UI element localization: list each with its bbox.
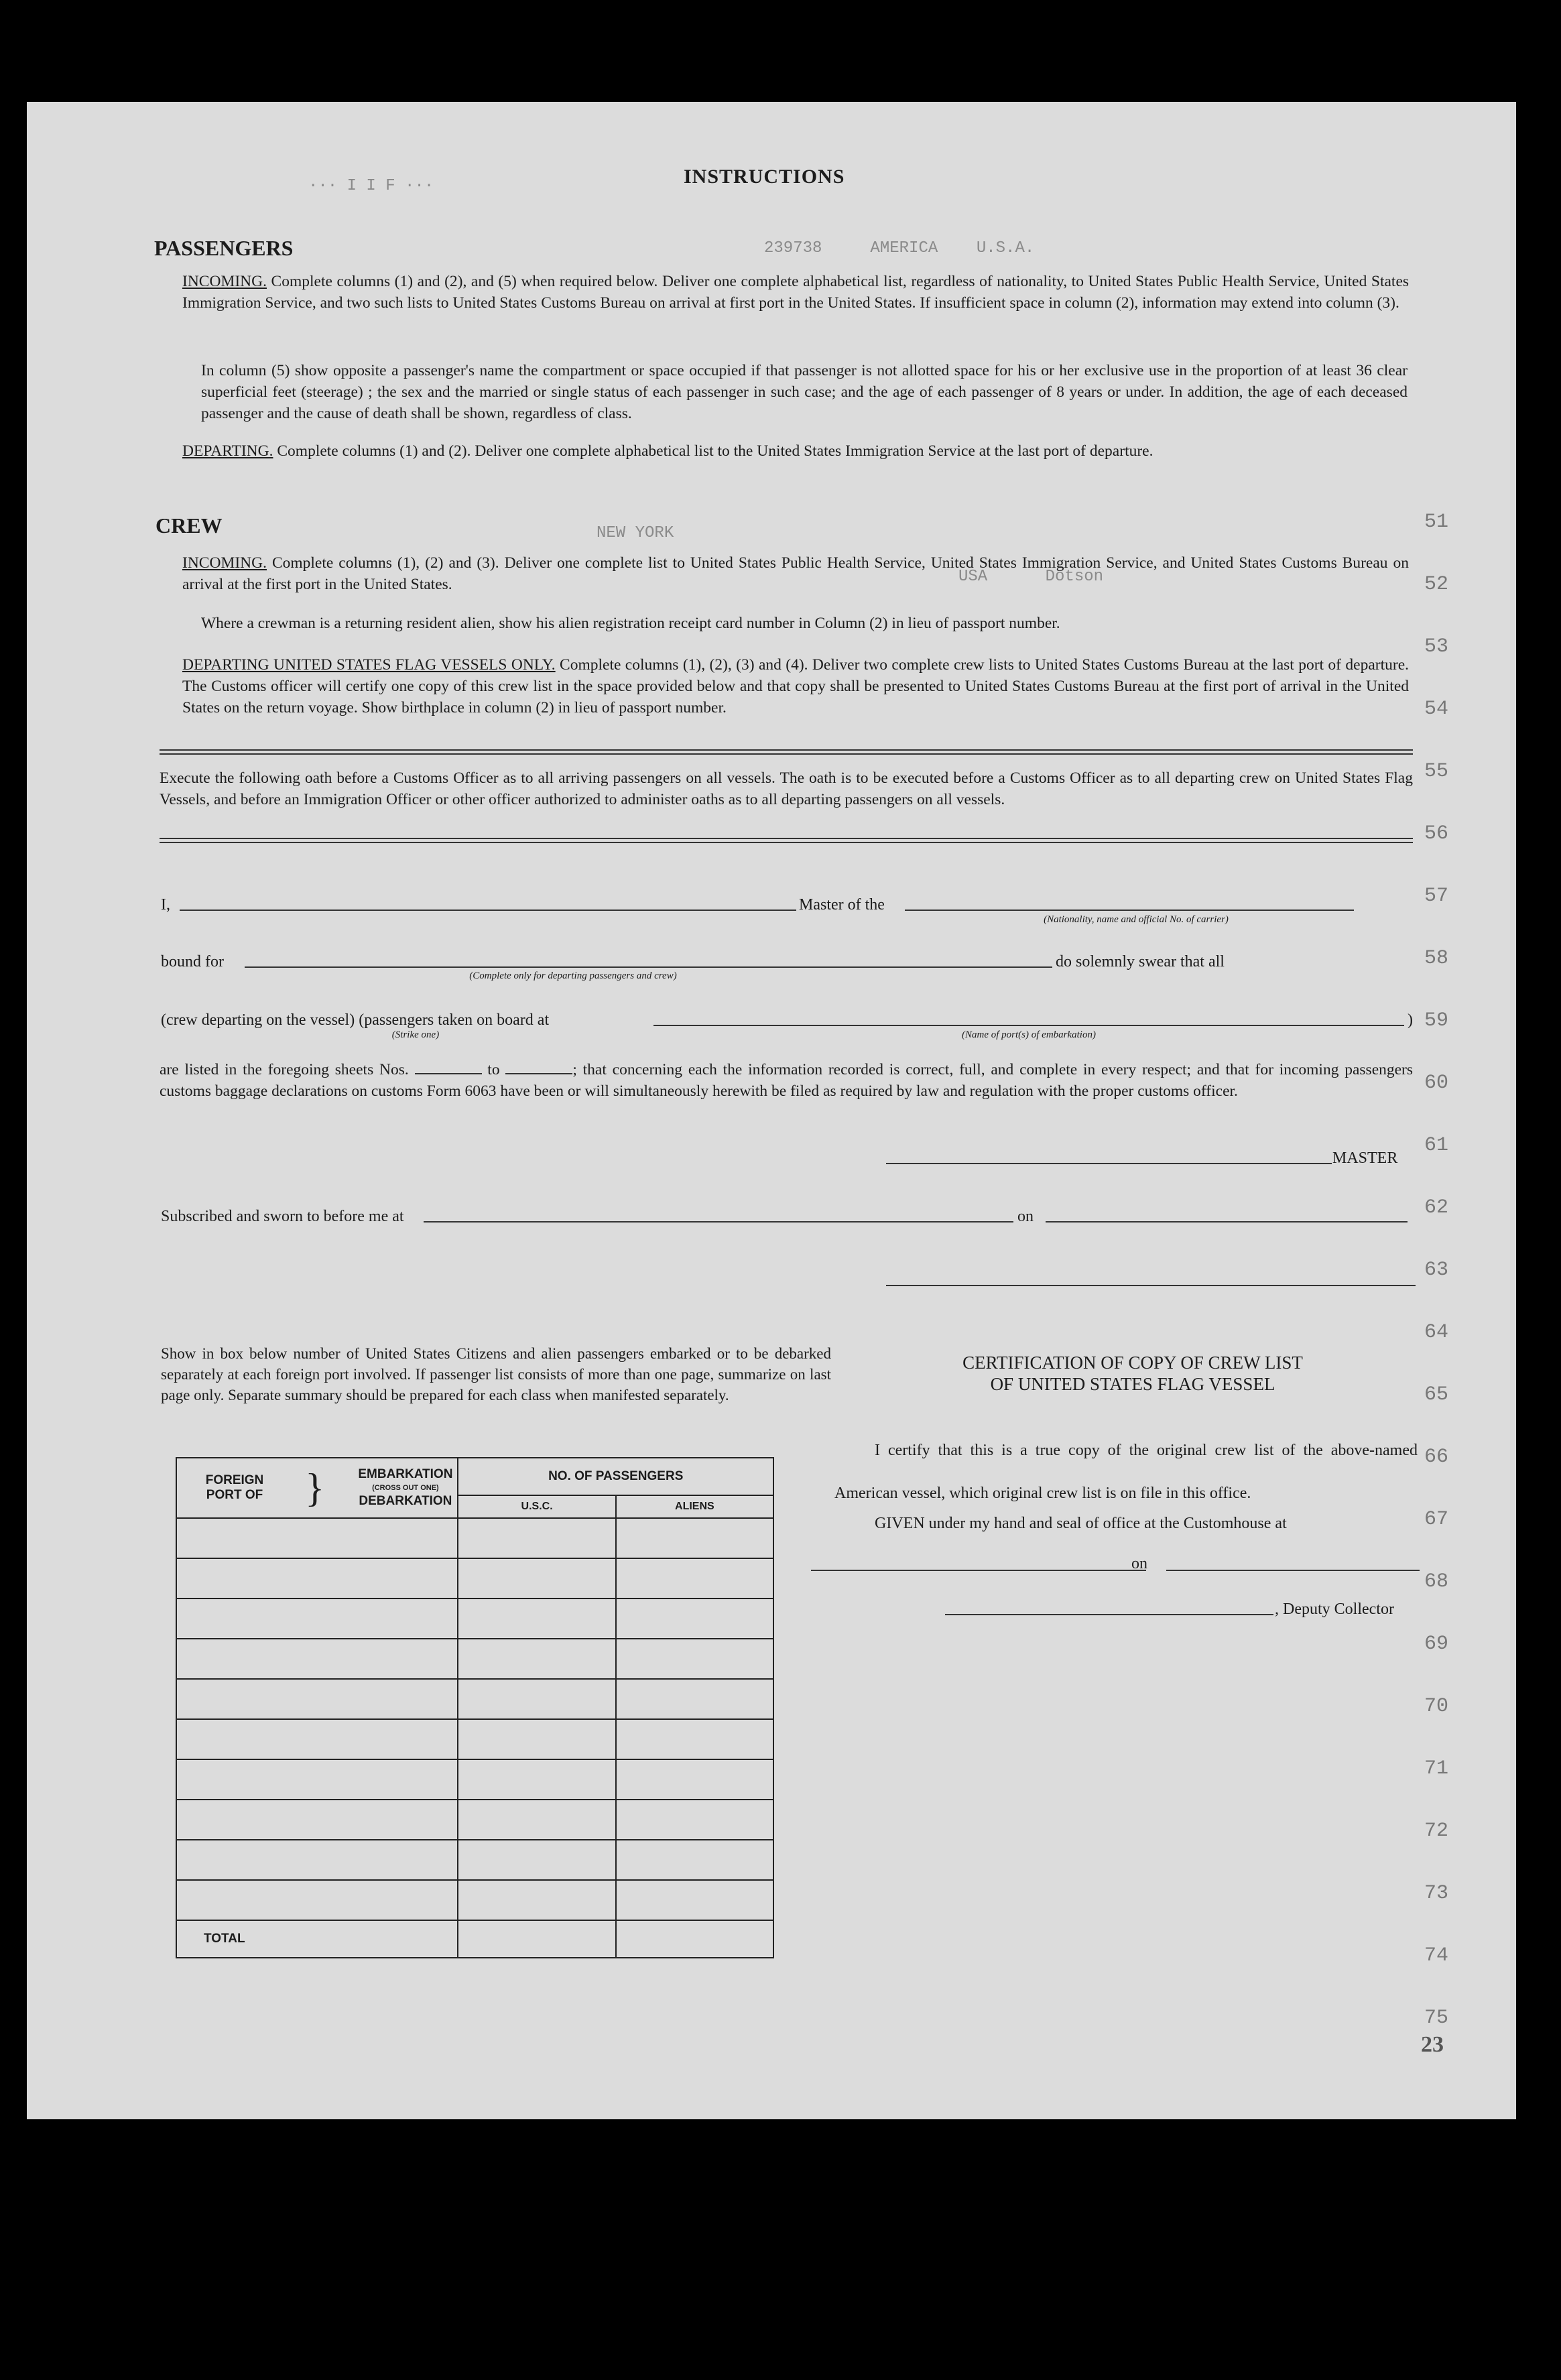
summary-row	[176, 1518, 773, 1558]
sworn-place-field[interactable]	[424, 1221, 1013, 1223]
summary-row	[176, 1880, 773, 1920]
bleed-through-row-number: 58	[1424, 947, 1449, 970]
certification-on-label: on	[1131, 1555, 1147, 1572]
bleed-through-row-number: 75	[1424, 2007, 1449, 2029]
total-aliens-cell[interactable]	[616, 1920, 773, 1958]
summary-row	[176, 1599, 773, 1639]
summary-port-cell[interactable]	[176, 1719, 458, 1759]
crew-heading: CREW	[155, 513, 223, 538]
bleed-through-text: USA Dotson	[958, 568, 1104, 586]
passengers-heading: PASSENGERS	[154, 236, 294, 260]
summary-aliens-cell[interactable]	[616, 1719, 773, 1759]
oath-i-label: I,	[161, 896, 170, 914]
summary-aliens-cell[interactable]	[616, 1518, 773, 1558]
no-of-passengers-header: NO. OF PASSENGERS	[458, 1458, 773, 1495]
passengers-column5-paragraph: In column (5) show opposite a passenger's name the compartment or space occupied if that passenger is not allotted space for his or her exclusive use in the proportion of at least 36 clear superficial feet (steerage) ; the sex and the married or single status of each passenger in such case; and the age of each passenger of 8 years or under. In addition, the age of each deceased passenger and the cause of death shall be shown, regardless of class.	[201, 362, 1408, 422]
sheet-from-field[interactable]	[415, 1073, 482, 1074]
aliens-header: ALIENS	[616, 1495, 773, 1518]
sworn-date-field[interactable]	[1046, 1221, 1408, 1223]
master-label: MASTER	[1332, 1149, 1398, 1167]
crew-passengers-text: (crew departing on the vessel) (passengers taken on board at	[161, 1011, 550, 1029]
master-name-field[interactable]	[180, 910, 796, 911]
swear-label: do solemnly swear that all	[1056, 953, 1225, 970]
crew-departing-text: Complete columns (1), (2), (3) and (4). Deliver two complete crew lists to United States Customs Bureau at the last port of departure. The Customs officer will certify one copy of this crew list in the space provided below and that copy shall be presented to United States Customs Bureau at the first port of arrival in the United States on the return voyage. Show birthplace in column (2) in lieu of passport number.	[182, 656, 1409, 716]
departing-caption: (Complete only for departing passengers and crew)	[469, 970, 677, 981]
carrier-field[interactable]	[905, 910, 1354, 911]
passengers-incoming-text: Complete columns (1) and (2), and (5) when required below. Deliver one complete alphabetical list, regardless of nationality, to United States Public Health Service, United States Immigration Service, and two such lists to United States Customs Bureau on arrival at first port in the United States. If insufficient space in column (2), information may extend into column (3).	[182, 273, 1410, 312]
bleed-through-row-number: 59	[1424, 1009, 1449, 1032]
officer-signature-field[interactable]	[886, 1285, 1416, 1286]
bleed-through-row-number: 74	[1424, 1944, 1449, 1967]
summary-port-cell[interactable]	[176, 1599, 458, 1639]
summary-aliens-cell[interactable]	[616, 1558, 773, 1599]
usc-header: U.S.C.	[458, 1495, 615, 1518]
passenger-summary-table	[176, 1457, 774, 1958]
summary-port-cell[interactable]	[176, 1679, 458, 1719]
bound-for-field[interactable]	[245, 966, 1052, 968]
summary-port-cell[interactable]	[176, 1639, 458, 1679]
certification-title	[858, 1352, 1408, 1395]
summary-usc-cell[interactable]	[458, 1759, 615, 1800]
bleed-through-text: 239738 AMERICA U.S.A.	[764, 239, 1035, 257]
total-label: TOTAL	[176, 1920, 458, 1958]
bleed-through-row-number: 63	[1424, 1259, 1449, 1281]
ports-caption: (Name of port(s) of embarkation)	[962, 1029, 1096, 1040]
bleed-through-row-number: 70	[1424, 1695, 1449, 1718]
passengers-departing-text: Complete columns (1) and (2). Deliver one complete alphabetical list to the United States Immigration Service at the last port of departure.	[277, 442, 1153, 460]
crew-incoming-text: Complete columns (1), (2) and (3). Deliver one complete list to United States Public Health Service, United States Immigration Service, and United States Customs Bureau on arrival at the first port in the United States.	[182, 554, 1409, 593]
summary-row	[176, 1558, 773, 1599]
summary-aliens-cell[interactable]	[616, 1880, 773, 1920]
certification-text: I certify that this is a true copy of the original crew list of the above-named American vessel, which original crew list is on file in this office.	[834, 1442, 1418, 1502]
sheet-to-field[interactable]	[505, 1073, 572, 1074]
summary-rows	[176, 1518, 773, 1920]
deputy-collector-field[interactable]	[945, 1614, 1273, 1615]
close-paren: )	[1408, 1011, 1413, 1029]
strike-caption: (Strike one)	[391, 1029, 440, 1040]
summary-row	[176, 1639, 773, 1679]
carrier-caption: (Nationality, name and official No. of carrier)	[1044, 914, 1229, 925]
summary-port-header	[176, 1458, 458, 1518]
summary-aliens-cell[interactable]	[616, 1759, 773, 1800]
summary-row	[176, 1679, 773, 1719]
certification-date-field[interactable]	[1166, 1570, 1420, 1571]
divider-double	[160, 838, 1413, 843]
bleed-through-text: ··· I I F ···	[308, 177, 434, 195]
summary-port-cell[interactable]	[176, 1518, 458, 1558]
cross-out-label: (CROSS OUT ONE)	[372, 1484, 439, 1492]
sworn-on-label: on	[1017, 1208, 1034, 1225]
summary-port-cell[interactable]	[176, 1800, 458, 1840]
bleed-through-row-number: 56	[1424, 822, 1449, 845]
summary-usc-cell[interactable]	[458, 1840, 615, 1880]
summary-usc-cell[interactable]	[458, 1800, 615, 1840]
summary-usc-cell[interactable]	[458, 1679, 615, 1719]
page-number: 23	[1421, 2032, 1444, 2057]
summary-aliens-cell[interactable]	[616, 1840, 773, 1880]
deputy-collector-label: , Deputy Collector	[1275, 1601, 1394, 1618]
bleed-through-row-number: 68	[1424, 1570, 1449, 1593]
embarkation-label: EMBARKATION	[358, 1467, 453, 1481]
summary-aliens-cell[interactable]	[616, 1639, 773, 1679]
bleed-through-row-number: 60	[1424, 1072, 1449, 1094]
bleed-through-row-number: 66	[1424, 1446, 1449, 1468]
summary-usc-cell[interactable]	[458, 1880, 615, 1920]
embarkation-port-field[interactable]	[653, 1025, 1404, 1026]
summary-intro: Show in box below number of United States Citizens and alien passengers embarked or to be debarked separately at each foreign port involved. If passenger list consists of more than one page, summarize on last page only. Separate summary should be prepared for each class when manifested separately.	[161, 1345, 831, 1403]
bound-for-label: bound for	[161, 953, 224, 970]
summary-usc-cell[interactable]	[458, 1639, 615, 1679]
summary-row	[176, 1759, 773, 1800]
bleed-through-row-number: 65	[1424, 1383, 1449, 1406]
bleed-through-row-number: 55	[1424, 760, 1449, 783]
crew-departing-paragraph	[182, 654, 1409, 718]
listed-prefix: are listed in the foregoing sheets Nos.	[160, 1061, 409, 1078]
bleed-through-row-number: 53	[1424, 635, 1449, 658]
page-title: INSTRUCTIONS	[684, 166, 845, 188]
summary-usc-cell[interactable]	[458, 1719, 615, 1759]
divider-double	[160, 749, 1413, 755]
listed-rest: ; that concerning each the information recorded is correct, full, and complete in every respect; and that for incoming passengers customs baggage declarations on customs Form 6063 have been or will simultaneously herewith be filed as required by law and regulation with the proper customs officer.	[160, 1061, 1414, 1100]
master-signature-field[interactable]	[886, 1163, 1332, 1164]
bleed-through-row-number: 51	[1424, 511, 1449, 534]
passengers-incoming-label: INCOMING.	[182, 273, 267, 290]
customhouse-field[interactable]	[811, 1570, 1146, 1571]
summary-usc-cell[interactable]	[458, 1599, 615, 1639]
bleed-through-row-number: 69	[1424, 1633, 1449, 1655]
brace-icon: }	[305, 1465, 325, 1510]
bleed-through-row-number: 62	[1424, 1196, 1449, 1219]
summary-port-cell[interactable]	[176, 1558, 458, 1599]
summary-aliens-cell[interactable]	[616, 1800, 773, 1840]
oath-listed-paragraph	[160, 1059, 1413, 1102]
subscribed-label: Subscribed and sworn to before me at	[161, 1208, 404, 1225]
certification-title-line1: CERTIFICATION OF COPY OF CREW LIST	[962, 1353, 1303, 1373]
foreign-port-label: FOREIGN PORT OF	[205, 1473, 264, 1502]
crew-departing-label: DEPARTING UNITED STATES FLAG VESSELS ONLY.	[182, 656, 556, 674]
certification-given-text: GIVEN under my hand and seal of office at the Customhouse at	[875, 1515, 1287, 1532]
summary-usc-cell[interactable]	[458, 1518, 615, 1558]
to-label: to	[487, 1061, 500, 1078]
bleed-through-row-number: 64	[1424, 1321, 1449, 1344]
bleed-through-row-number: 72	[1424, 1820, 1449, 1842]
crew-incoming-paragraph	[182, 552, 1409, 595]
passengers-departing-paragraph	[182, 440, 1409, 462]
summary-row	[176, 1840, 773, 1880]
debarkation-label: DEBARKATION	[359, 1494, 452, 1508]
summary-port-cell[interactable]	[176, 1880, 458, 1920]
bleed-through-row-number: 57	[1424, 885, 1449, 907]
certification-title-line2: OF UNITED STATES FLAG VESSEL	[990, 1374, 1275, 1394]
passengers-incoming-paragraph	[182, 271, 1409, 314]
bleed-through-row-number: 67	[1424, 1508, 1449, 1531]
master-of-label: Master of the	[799, 896, 885, 914]
bleed-through-row-number: 54	[1424, 698, 1449, 721]
summary-usc-cell[interactable]	[458, 1558, 615, 1599]
bleed-through-row-number: 52	[1424, 573, 1449, 596]
summary-port-cell[interactable]	[176, 1759, 458, 1800]
summary-port-cell[interactable]	[176, 1840, 458, 1880]
crew-incoming-label: INCOMING.	[182, 554, 267, 572]
document-sheet	[27, 102, 1516, 2119]
summary-aliens-cell[interactable]	[616, 1599, 773, 1639]
summary-aliens-cell[interactable]	[616, 1679, 773, 1719]
bleed-through-row-number: 61	[1424, 1134, 1449, 1157]
total-usc-cell[interactable]	[458, 1920, 615, 1958]
summary-row	[176, 1719, 773, 1759]
summary-row	[176, 1800, 773, 1840]
oath-intro: Execute the following oath before a Customs Officer as to all arriving passengers on all vessels. The oath is to be executed before a Customs Officer as to all departing crew on United States Flag Vessels, and before an Immigration Officer or other officer authorized to administer oaths as to all departing passengers on all vessels.	[160, 769, 1413, 808]
bleed-through-row-number: 71	[1424, 1757, 1449, 1780]
passengers-departing-label: DEPARTING.	[182, 442, 273, 460]
bleed-through-row-number: 73	[1424, 1882, 1449, 1905]
bleed-through-text: NEW YORK	[597, 524, 674, 542]
crew-alien-paragraph: Where a crewman is a returning resident alien, show his alien registration receipt card number in Column (2) in lieu of passport number.	[201, 615, 1060, 632]
